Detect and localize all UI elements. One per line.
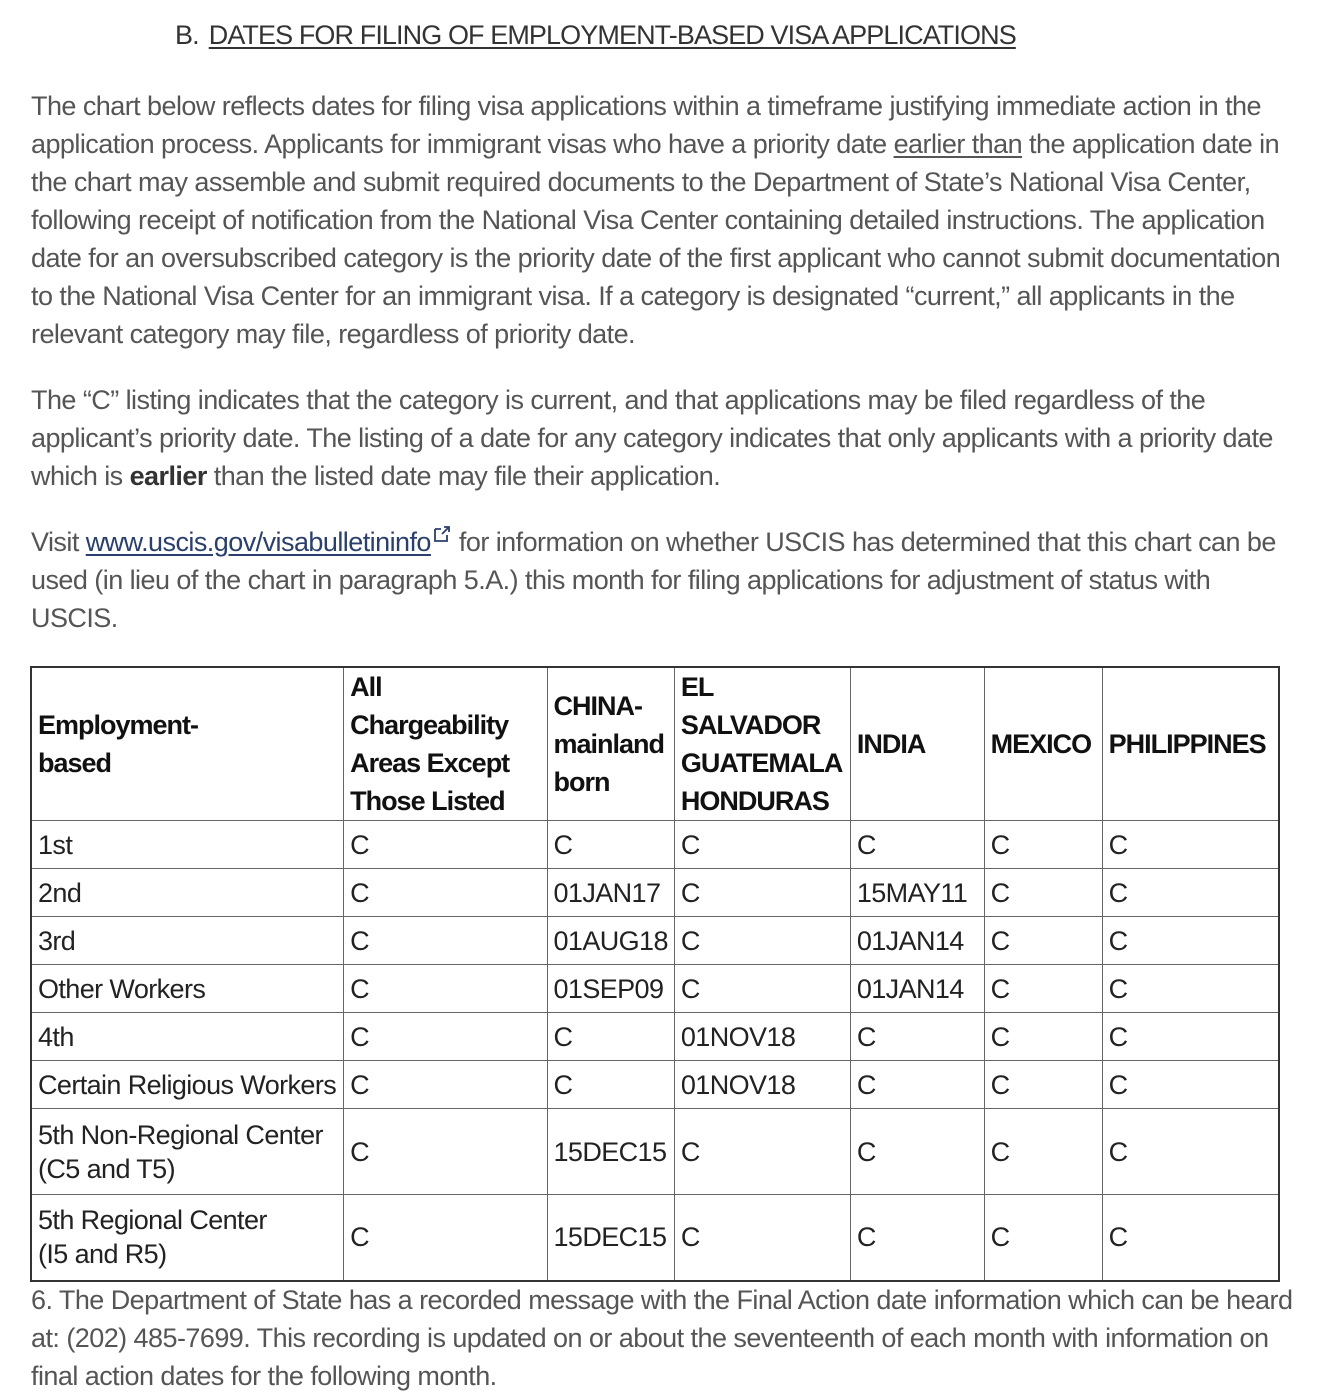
table-cell: C: [850, 1195, 984, 1281]
table-cell: C: [344, 869, 547, 917]
table-cell: 01NOV18: [674, 1013, 850, 1061]
table-cell: 01JAN17: [547, 869, 674, 917]
section-letter: B.: [175, 20, 199, 50]
table-cell: C: [344, 965, 547, 1013]
table-cell: C: [674, 1109, 850, 1195]
uscis-text-part2: for information on whether USCIS has determined that this chart can be used (in lieu of the chart in paragraph 5.A.) this month for filing applications for adjustment of status with USCIS.: [31, 527, 1276, 633]
table-cell: C: [344, 821, 547, 869]
header-philippines: [1102, 667, 1279, 821]
table-cell: C: [984, 1061, 1102, 1109]
row-label-line: 5th Non-Regional Center: [38, 1119, 323, 1150]
table-cell: 01JAN14: [850, 917, 984, 965]
header-line: GUATEMALA: [680, 748, 843, 778]
header-line: All Chargeability: [350, 672, 509, 740]
header-line: Employment-: [38, 710, 199, 740]
table-cell: C: [1102, 917, 1279, 965]
header-line: PHILIPPINES: [1108, 729, 1266, 759]
table-cell: 01JAN14: [850, 965, 984, 1013]
header-el-salvador-guatemala-honduras: [674, 667, 850, 821]
table-row: [31, 821, 1279, 869]
current-text-part1: The “C” listing indicates that the category is current, and that applications may be filed regardless of the applicant’s priority date. The listing of a date for any category indicates that only applicants with a priority date which is: [31, 385, 1273, 491]
header-line: CHINA-: [553, 691, 642, 721]
table-cell: C: [1102, 1195, 1279, 1281]
row-label-line: (C5 and T5): [38, 1153, 175, 1184]
header-all-chargeability: [344, 667, 547, 821]
table-cell: C: [674, 869, 850, 917]
table-cell: C: [344, 1109, 547, 1195]
intro-emphasis-earlier-than: earlier than: [893, 129, 1023, 159]
row-label-line: 5th Regional Center: [38, 1205, 267, 1236]
row-label: [31, 965, 344, 1013]
table-cell: C: [674, 1195, 850, 1281]
employment-based-dates-table: [30, 666, 1280, 1282]
uscis-text-part1: Visit: [31, 527, 86, 557]
table-cell: C: [984, 1013, 1102, 1061]
table-cell: C: [547, 1013, 674, 1061]
external-link-icon[interactable]: [433, 525, 451, 543]
table-cell: C: [1102, 1109, 1279, 1195]
row-label-line: 3rd: [38, 925, 76, 956]
header-line: INDIA: [856, 729, 926, 759]
row-label-line: (I5 and R5): [38, 1239, 167, 1270]
table-cell: 01AUG18: [547, 917, 674, 965]
uscis-paragraph: [31, 523, 1293, 637]
table-cell: 15MAY11: [850, 869, 984, 917]
table-body: [31, 821, 1279, 1281]
table-cell: C: [547, 821, 674, 869]
header-india: [850, 667, 984, 821]
table-cell: C: [674, 917, 850, 965]
row-label-line: 2nd: [38, 877, 82, 908]
header-employment-based: [31, 667, 344, 821]
row-label: [31, 1061, 344, 1109]
current-listing-paragraph: [31, 381, 1293, 495]
header-line: HONDURAS: [680, 786, 829, 816]
intro-text-part1: The chart below reflects dates for filing visa applications within a timeframe justifying immediate action in the application process. Applicants for immigrant visas who have a priority date: [31, 91, 1261, 159]
table-row: [31, 1061, 1279, 1109]
table-cell: C: [1102, 1013, 1279, 1061]
table-cell: C: [1102, 965, 1279, 1013]
uscis-visabulletin-link[interactable]: www.uscis.gov/visabulletininfo: [85, 527, 431, 557]
table-cell: C: [344, 917, 547, 965]
table-cell: 15DEC15: [547, 1109, 674, 1195]
table-cell: C: [344, 1195, 547, 1281]
row-label: [31, 1195, 344, 1281]
table-cell: C: [1102, 1061, 1279, 1109]
table-row: [31, 1195, 1279, 1281]
table-cell: 01SEP09: [547, 965, 674, 1013]
table-row: [31, 1013, 1279, 1061]
header-line: MEXICO: [990, 729, 1092, 759]
table-cell: C: [984, 869, 1102, 917]
table-row: [31, 917, 1279, 965]
table-cell: C: [850, 1013, 984, 1061]
table-cell: C: [674, 821, 850, 869]
row-label: [31, 821, 344, 869]
header-line: based: [38, 748, 112, 778]
table-cell: C: [344, 1061, 547, 1109]
header-line: born: [553, 767, 610, 797]
table-cell: C: [984, 917, 1102, 965]
table-cell: C: [984, 965, 1102, 1013]
recorded-message-paragraph: 6. The Department of State has a recorded message with the Final Action date information which can be heard at: (202) 485-7699. This recording is updated on or about the seventeenth of each month with information on final action dates for the following month.: [31, 1285, 1293, 1391]
table-row: [31, 869, 1279, 917]
row-label-line: 4th: [38, 1021, 74, 1052]
table-cell: C: [984, 821, 1102, 869]
intro-text-part2: the application date in the chart may assemble and submit required documents to the Department of State’s National Visa Center, following receipt of notification from the National Visa Center containing detailed instructions. The application date for an oversubscribed category is the priority date of the first applicant who cannot submit documentation to the National Visa Center for an immigrant visa. If a category is designated “current,” all applicants in the relevant category may file, regardless of priority date.: [31, 129, 1281, 349]
row-label-line: 1st: [38, 829, 73, 860]
table-cell: C: [1102, 869, 1279, 917]
header-mexico: [984, 667, 1102, 821]
table-cell: 15DEC15: [547, 1195, 674, 1281]
header-china-mainland-born: [547, 667, 674, 821]
table-cell: 01NOV18: [674, 1061, 850, 1109]
table-row: [31, 965, 1279, 1013]
table-cell: C: [850, 1061, 984, 1109]
table-cell: C: [850, 821, 984, 869]
current-text-part2: than the listed date may file their application.: [206, 461, 721, 491]
current-bold-earlier: earlier: [129, 461, 207, 491]
intro-paragraph: [31, 87, 1293, 353]
row-label-line: Other Workers: [38, 973, 206, 1004]
table-row: [31, 1109, 1279, 1195]
table-header-row: [31, 667, 1279, 821]
header-line: mainland: [553, 729, 665, 759]
row-label: [31, 1109, 344, 1195]
row-label: [31, 1013, 344, 1061]
table-cell: C: [674, 965, 850, 1013]
table-cell: C: [344, 1013, 547, 1061]
section-heading: [175, 20, 1016, 51]
row-label: [31, 917, 344, 965]
header-line: Those Listed: [350, 786, 505, 816]
row-label-line: Certain Religious Workers: [38, 1069, 337, 1100]
table-cell: C: [850, 1109, 984, 1195]
table-cell: C: [984, 1109, 1102, 1195]
table-cell: C: [1102, 821, 1279, 869]
header-line: Areas Except: [350, 748, 510, 778]
table-cell: C: [547, 1061, 674, 1109]
table-cell: C: [984, 1195, 1102, 1281]
section-title: DATES FOR FILING OF EMPLOYMENT-BASED VISA APPLICATIONS: [208, 20, 1016, 50]
header-line: EL SALVADOR: [680, 672, 821, 740]
row-label: [31, 869, 344, 917]
